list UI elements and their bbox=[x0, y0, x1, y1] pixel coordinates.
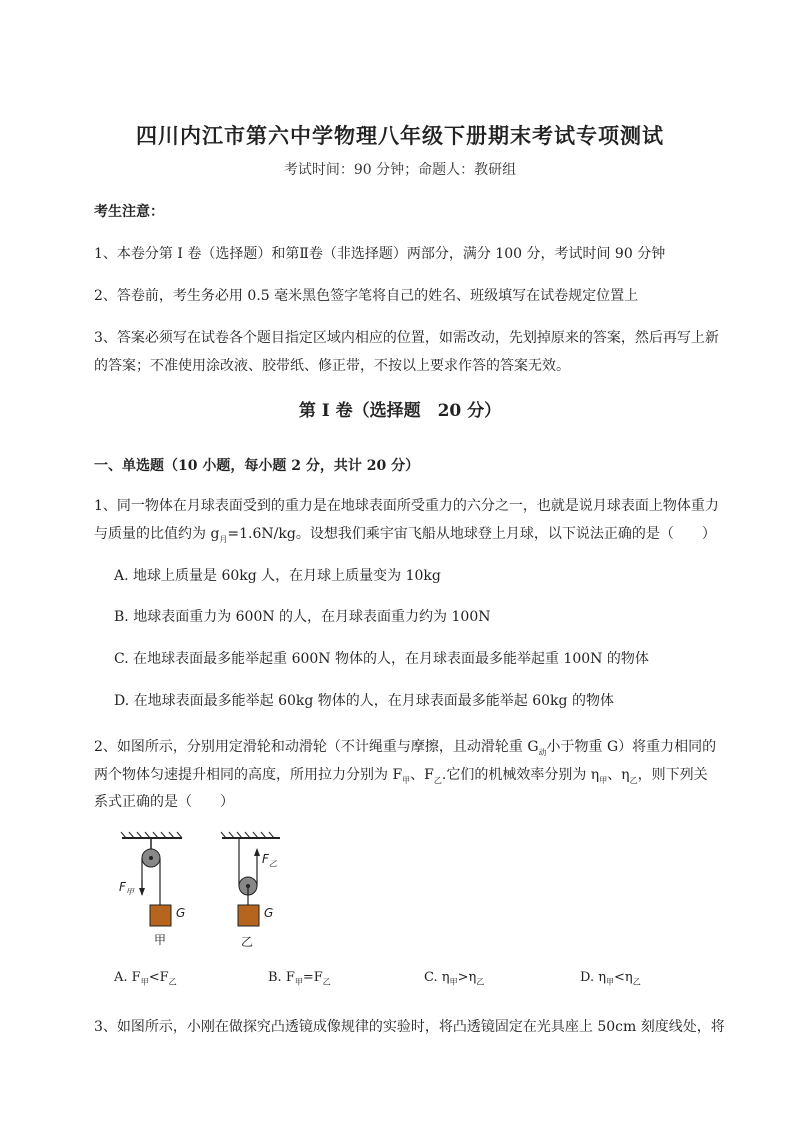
q2-choice-b: B. $F_甲=F_乙$ bbox=[268, 970, 331, 987]
q2-choice-c: C. $\eta_甲>\eta_乙$ bbox=[424, 970, 485, 987]
q2-choice-d: D. $\eta_甲<\eta_乙$ bbox=[580, 970, 641, 987]
question-3-text: 3、如图所示，小刚在做探究凸透镜成像规律的实验时，将凸透镜固定在光具座上 50cm 刻度线处，将 bbox=[94, 1019, 725, 1035]
notice-item: 3、答案必须写在试卷各个题目指定区域内相应的位置，如需改动，先划掉原来的答案，然后再写上新 bbox=[94, 330, 719, 346]
question-2-text-3: 系式正确的是（ ） bbox=[94, 794, 234, 810]
notice-item: 的答案；不准使用涂改液、胶带纸、修正带，不按以上要求作答的答案无效。 bbox=[94, 358, 570, 374]
movable-pulley bbox=[238, 838, 260, 926]
figure-caption-yi: 乙 bbox=[241, 935, 254, 949]
question-1-text: 1、同一物体在月球表面受到的重力是在地球表面所受重力的六分之一，也就是说月球表面上物体重力 bbox=[94, 498, 719, 514]
force-label-yi: $F_乙$ bbox=[262, 852, 277, 869]
weight-label-jia: G bbox=[176, 906, 186, 920]
q1-option-b: B. 地球表面重力为 600N 的人，在月球表面重力约为 100N bbox=[114, 609, 491, 625]
force-label-jia: $F_甲$ bbox=[119, 880, 134, 897]
q1-option-d: D. 在地球表面最多能举起 60kg 物体的人，在月球表面最多能举起 60kg 的物体 bbox=[114, 693, 614, 709]
notice-heading: 考生注意： bbox=[94, 204, 164, 220]
ceiling-jia bbox=[121, 832, 182, 838]
q1-option-a: A. 地球上质量是 60kg 人，在月球上质量变为 10kg bbox=[114, 568, 441, 584]
section-title: 第 I 卷（选择题 20 分） bbox=[298, 401, 502, 421]
figure-caption-jia: 甲 bbox=[154, 933, 167, 947]
notice-item: 1、本卷分第 I 卷（选择题）和第Ⅱ卷（非选择题）两部分，满分 100 分，考试时间 90 分钟 bbox=[94, 246, 666, 262]
question-1-text-2: 与质量的比值约为 $g_月=1.6N/kg$。设想我们乘宇宙飞船从地球登上月球，以下说法正确的是（ ） bbox=[94, 526, 716, 544]
notice-item: 2、答卷前，考生务必用 0.5 毫米黑色签字笔将自己的姓名、班级填写在试卷规定位置上 bbox=[94, 288, 639, 304]
weight-label-yi: G bbox=[264, 906, 274, 920]
question-2-text: 2、如图所示，分别用定滑轮和动滑轮（不计绳重与摩擦，且动滑轮重 $G_动$小于物重 G）将重力相同的 bbox=[94, 739, 717, 757]
q2-choice-a: A. $F_甲<F_乙$ bbox=[114, 970, 177, 987]
question-2-text-2: 两个物体匀速提升相同的高度，所用拉力分别为 $F_甲$、$F_乙$.它们的机械效率分别为 $\eta_甲$、$\eta_乙$，则下列关 bbox=[94, 767, 708, 785]
pulley-figure bbox=[110, 830, 300, 950]
exam-info: 考试时间：90 分钟；命题人：教研组 bbox=[283, 162, 517, 178]
q1-option-c: C. 在地球表面最多能举起重 600N 物体的人，在月球表面最多能举起重 100N 的物体 bbox=[114, 651, 649, 667]
part-title: 一、单选题（10 小题，每小题 2 分，共计 20 分） bbox=[94, 458, 420, 474]
page-title: 四川内江市第六中学物理八年级下册期末考试专项测试 bbox=[136, 123, 664, 148]
ceiling-yi bbox=[221, 832, 280, 838]
fixed-pulley bbox=[139, 838, 171, 926]
